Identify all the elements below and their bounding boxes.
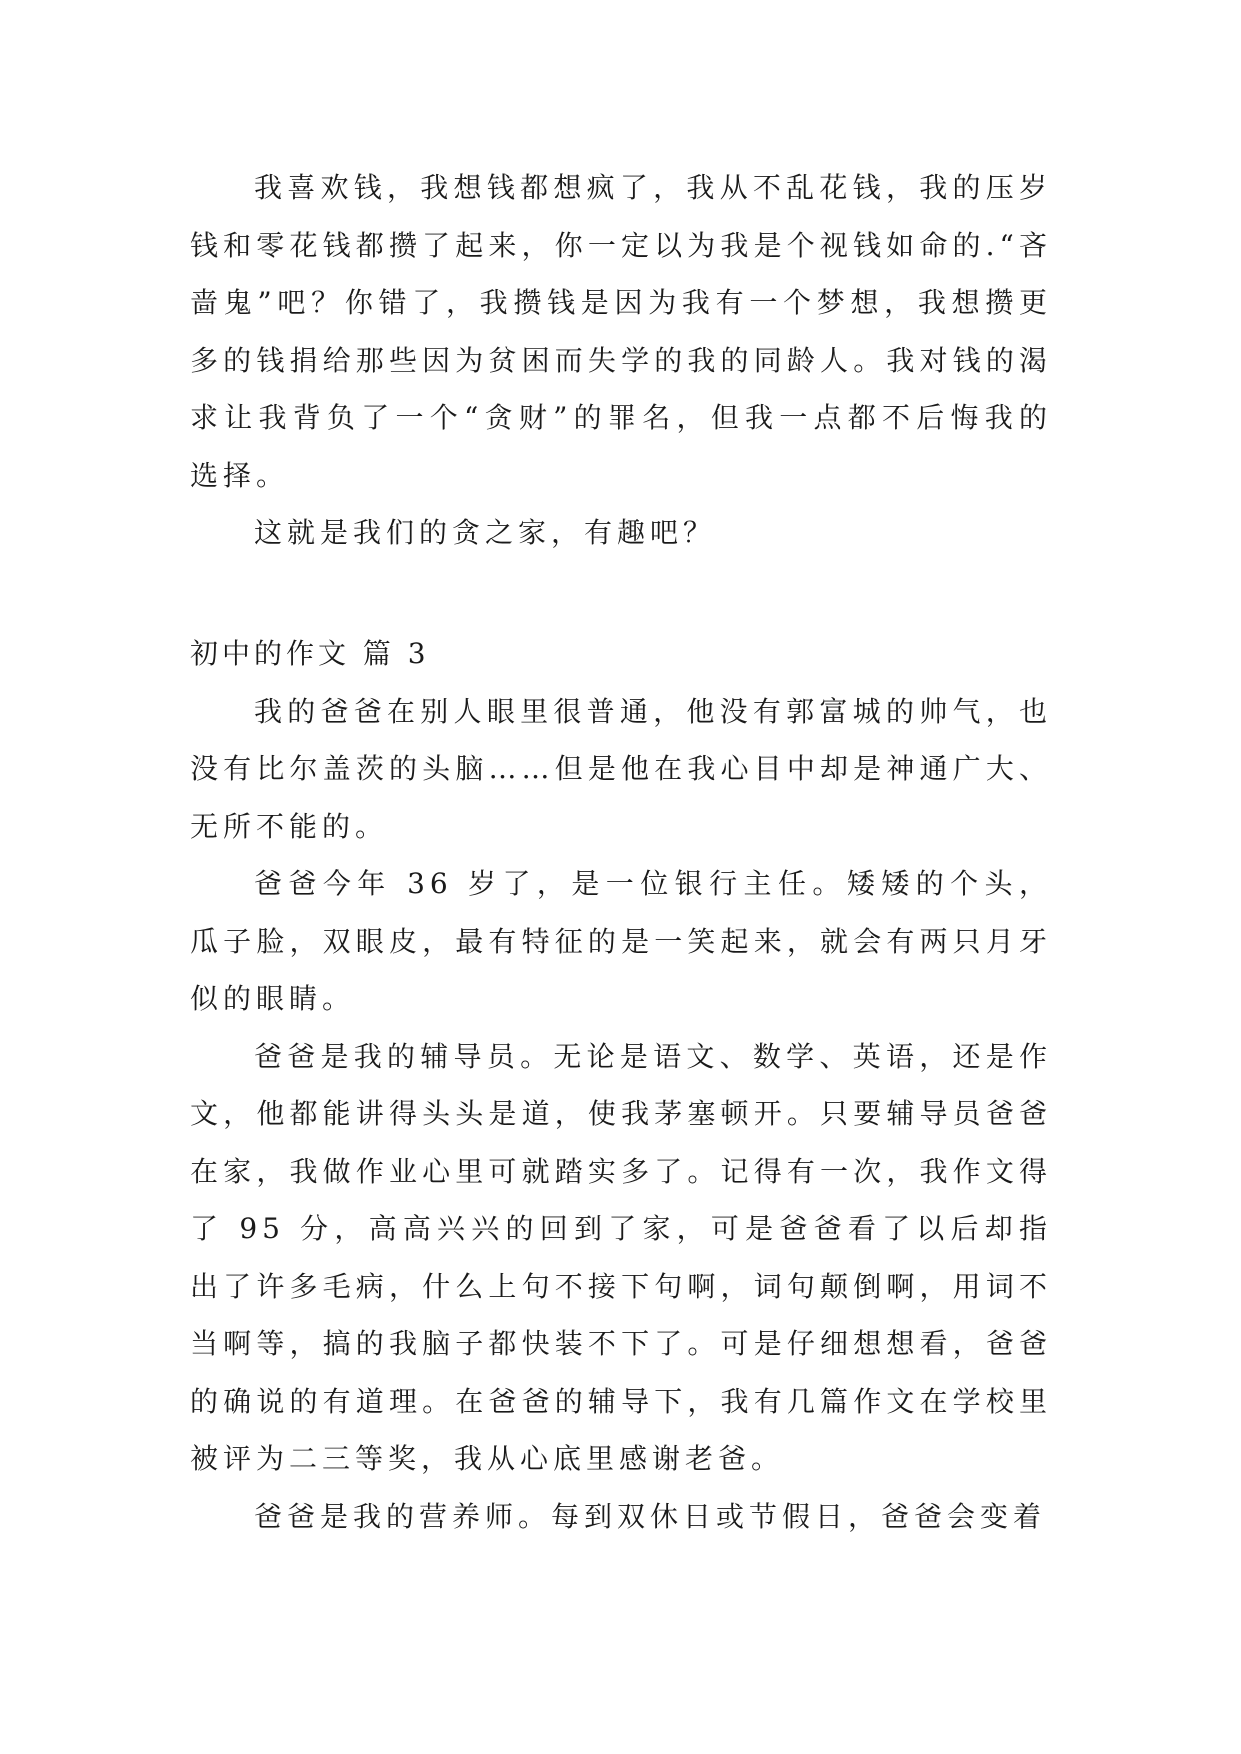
essay-section-3	[190, 625, 1052, 1545]
essay-continuation	[190, 159, 1052, 562]
paragraph-money-dream: 我喜欢钱，我想钱都想疯了，我从不乱花钱，我的压岁钱和零花钱都攒了起来，你一定以为我是个视钱如命的.“吝啬鬼”吧？你错了，我攒钱是因为我有一个梦想，我想攒更多的钱捐给那些因为贫困而失学的我的同龄人。我对钱的渴求让我背负了一个“贪财”的罪名，但我一点都不后悔我的选择。	[190, 171, 1052, 492]
paragraph-tutor: 爸爸是我的辅导员。无论是语文、数学、英语，还是作文，他都能讲得头头是道，使我茅塞顿开。只要辅导员爸爸在家，我做作业心里可就踏实多了。记得有一次，我作文得了 95 分，高高兴兴的回到了家，可是爸爸看了以后却指出了许多毛病，什么上句不接下句啊，词句颠倒啊，用词不当啊等，搞的我脑子都快装不下了。可是仔细想想看，爸爸的确说的有道理。在爸爸的辅导下，我有几篇作文在学校里被评为二三等奖，我从心底里感谢老爸。	[190, 1039, 1052, 1475]
paragraph-appearance: 爸爸今年 36 岁了，是一位银行主任。矮矮的个头，瓜子脸，双眼皮，最有特征的是一笑起来，就会有两只月牙似的眼睛。	[190, 867, 1052, 1015]
section-heading: 初中的作文 篇 3	[190, 637, 430, 670]
paragraph-nutritionist: 爸爸是我的营养师。每到双休日或节假日，爸爸会变着	[254, 1499, 1047, 1533]
paragraph-closing: 这就是我们的贪之家，有趣吧？	[254, 516, 717, 549]
paragraph-intro: 我的爸爸在别人眼里很普通，他没有郭富城的帅气，也没有比尔盖茨的头脑……但是他在我心目中却是神通广大、无所不能的。	[190, 694, 1052, 843]
